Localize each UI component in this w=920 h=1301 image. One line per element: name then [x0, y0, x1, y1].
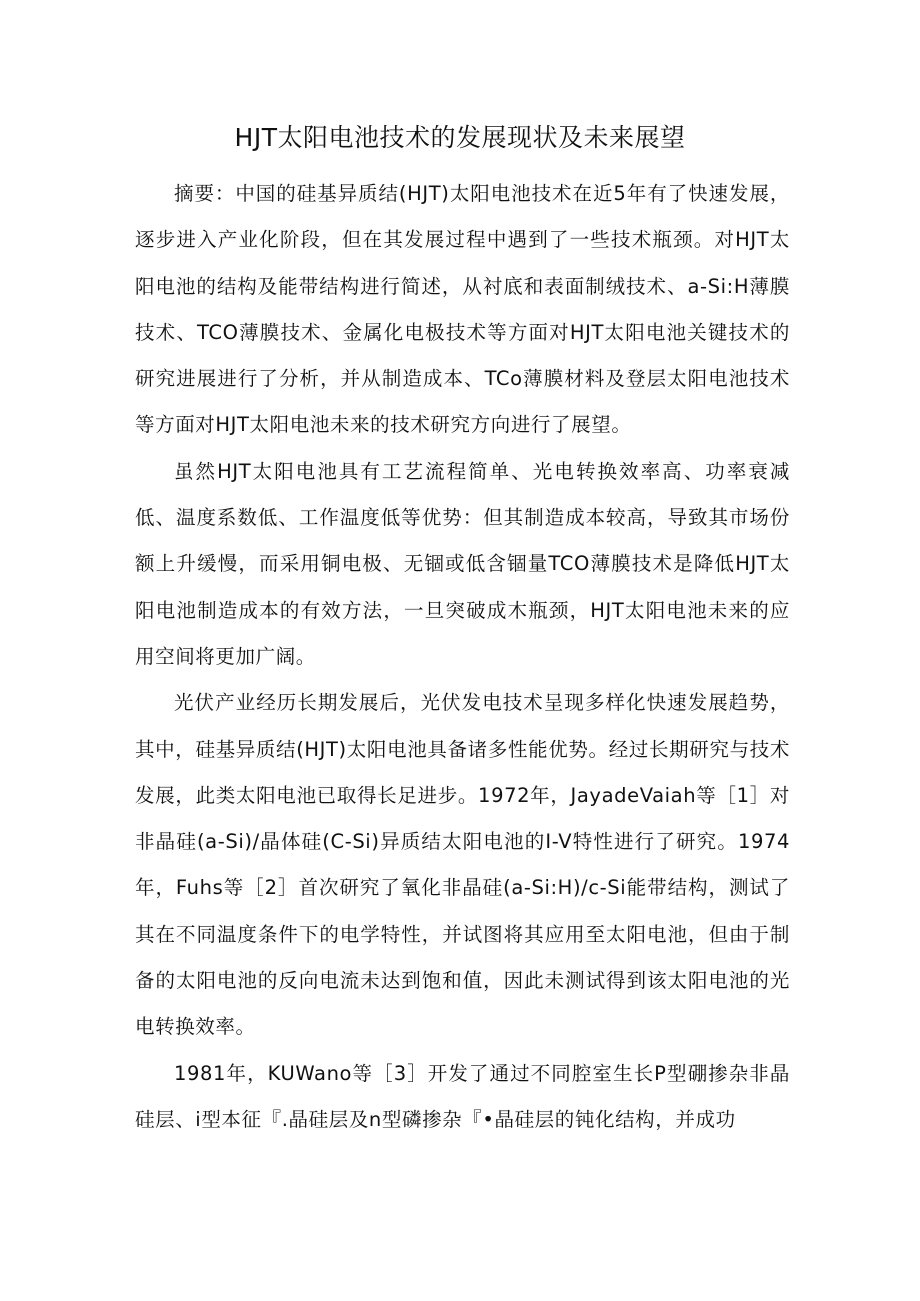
body-paragraph: 1981年，KUWano等［3］开发了通过不同腔室生长P型硼掺杂非晶硅层、i型本征『.晶硅层及n型磷掺杂『•晶硅层的钝化结构，并成功 [135, 1061, 790, 1131]
document-title: HJT太阳电池技术的发展现状及未来展望 [234, 123, 686, 152]
body-paragraph: 光伏产业经历长期发展后，光伏发电技术呈现多样化快速发展趋势，其中，硅基异质结(HJT)太阳电池具备诸多性能优势。经过长期研究与技术发展，此类太阳电池已取得长足进步。1972年，JayadeVaiah等［1］对非晶硅(a-Si)/晶体硅(C-Si)异质结太阳电池的I-V特性进行了研究。1974年，Fuhs等［2］首次研究了氧化非晶硅(a-Si:H)/c-Si能带结构，测试了其在不同温度条件下的电学特性，并试图将其应用至太阳电池，但由于制备的太阳电池的反向电流未达到饱和值，因此未测试得到该太阳电池的光电转换效率。 [135, 691, 790, 1039]
abstract-paragraph: 摘要：中国的硅基异质结(HJT)太阳电池技术在近5年有了快速发展，逐步进入产业化阶段，但在其发展过程中遇到了一些技术瓶颈。对HJT太阳电池的结构及能带结构进行简述，从衬底和表面制绒技术、a-Si:H薄膜技术、TCO薄膜技术、金属化电极技术等方面对HJT太阳电池关键技术的研究进展进行了分析，并从制造成本、TCo薄膜材料及登层太阳电池技术等方面对HJT太阳电池未来的技术研究方向进行了展望。 [135, 182, 790, 437]
body-paragraph: 虽然HJT太阳电池具有工艺流程简单、光电转换效率高、功率衰减低、温度系数低、工作温度低等优势：但其制造成本较高，导致其市场份额上升缓慢，而采用铜电极、无锢或低含锢量TCO薄膜技术是降低HJT太阳电池制造成本的有效方法，一旦突破成木瓶颈，HJT太阳电池未来的应用空间将更加广阔。 [135, 459, 790, 668]
document-body [135, 171, 790, 1143]
